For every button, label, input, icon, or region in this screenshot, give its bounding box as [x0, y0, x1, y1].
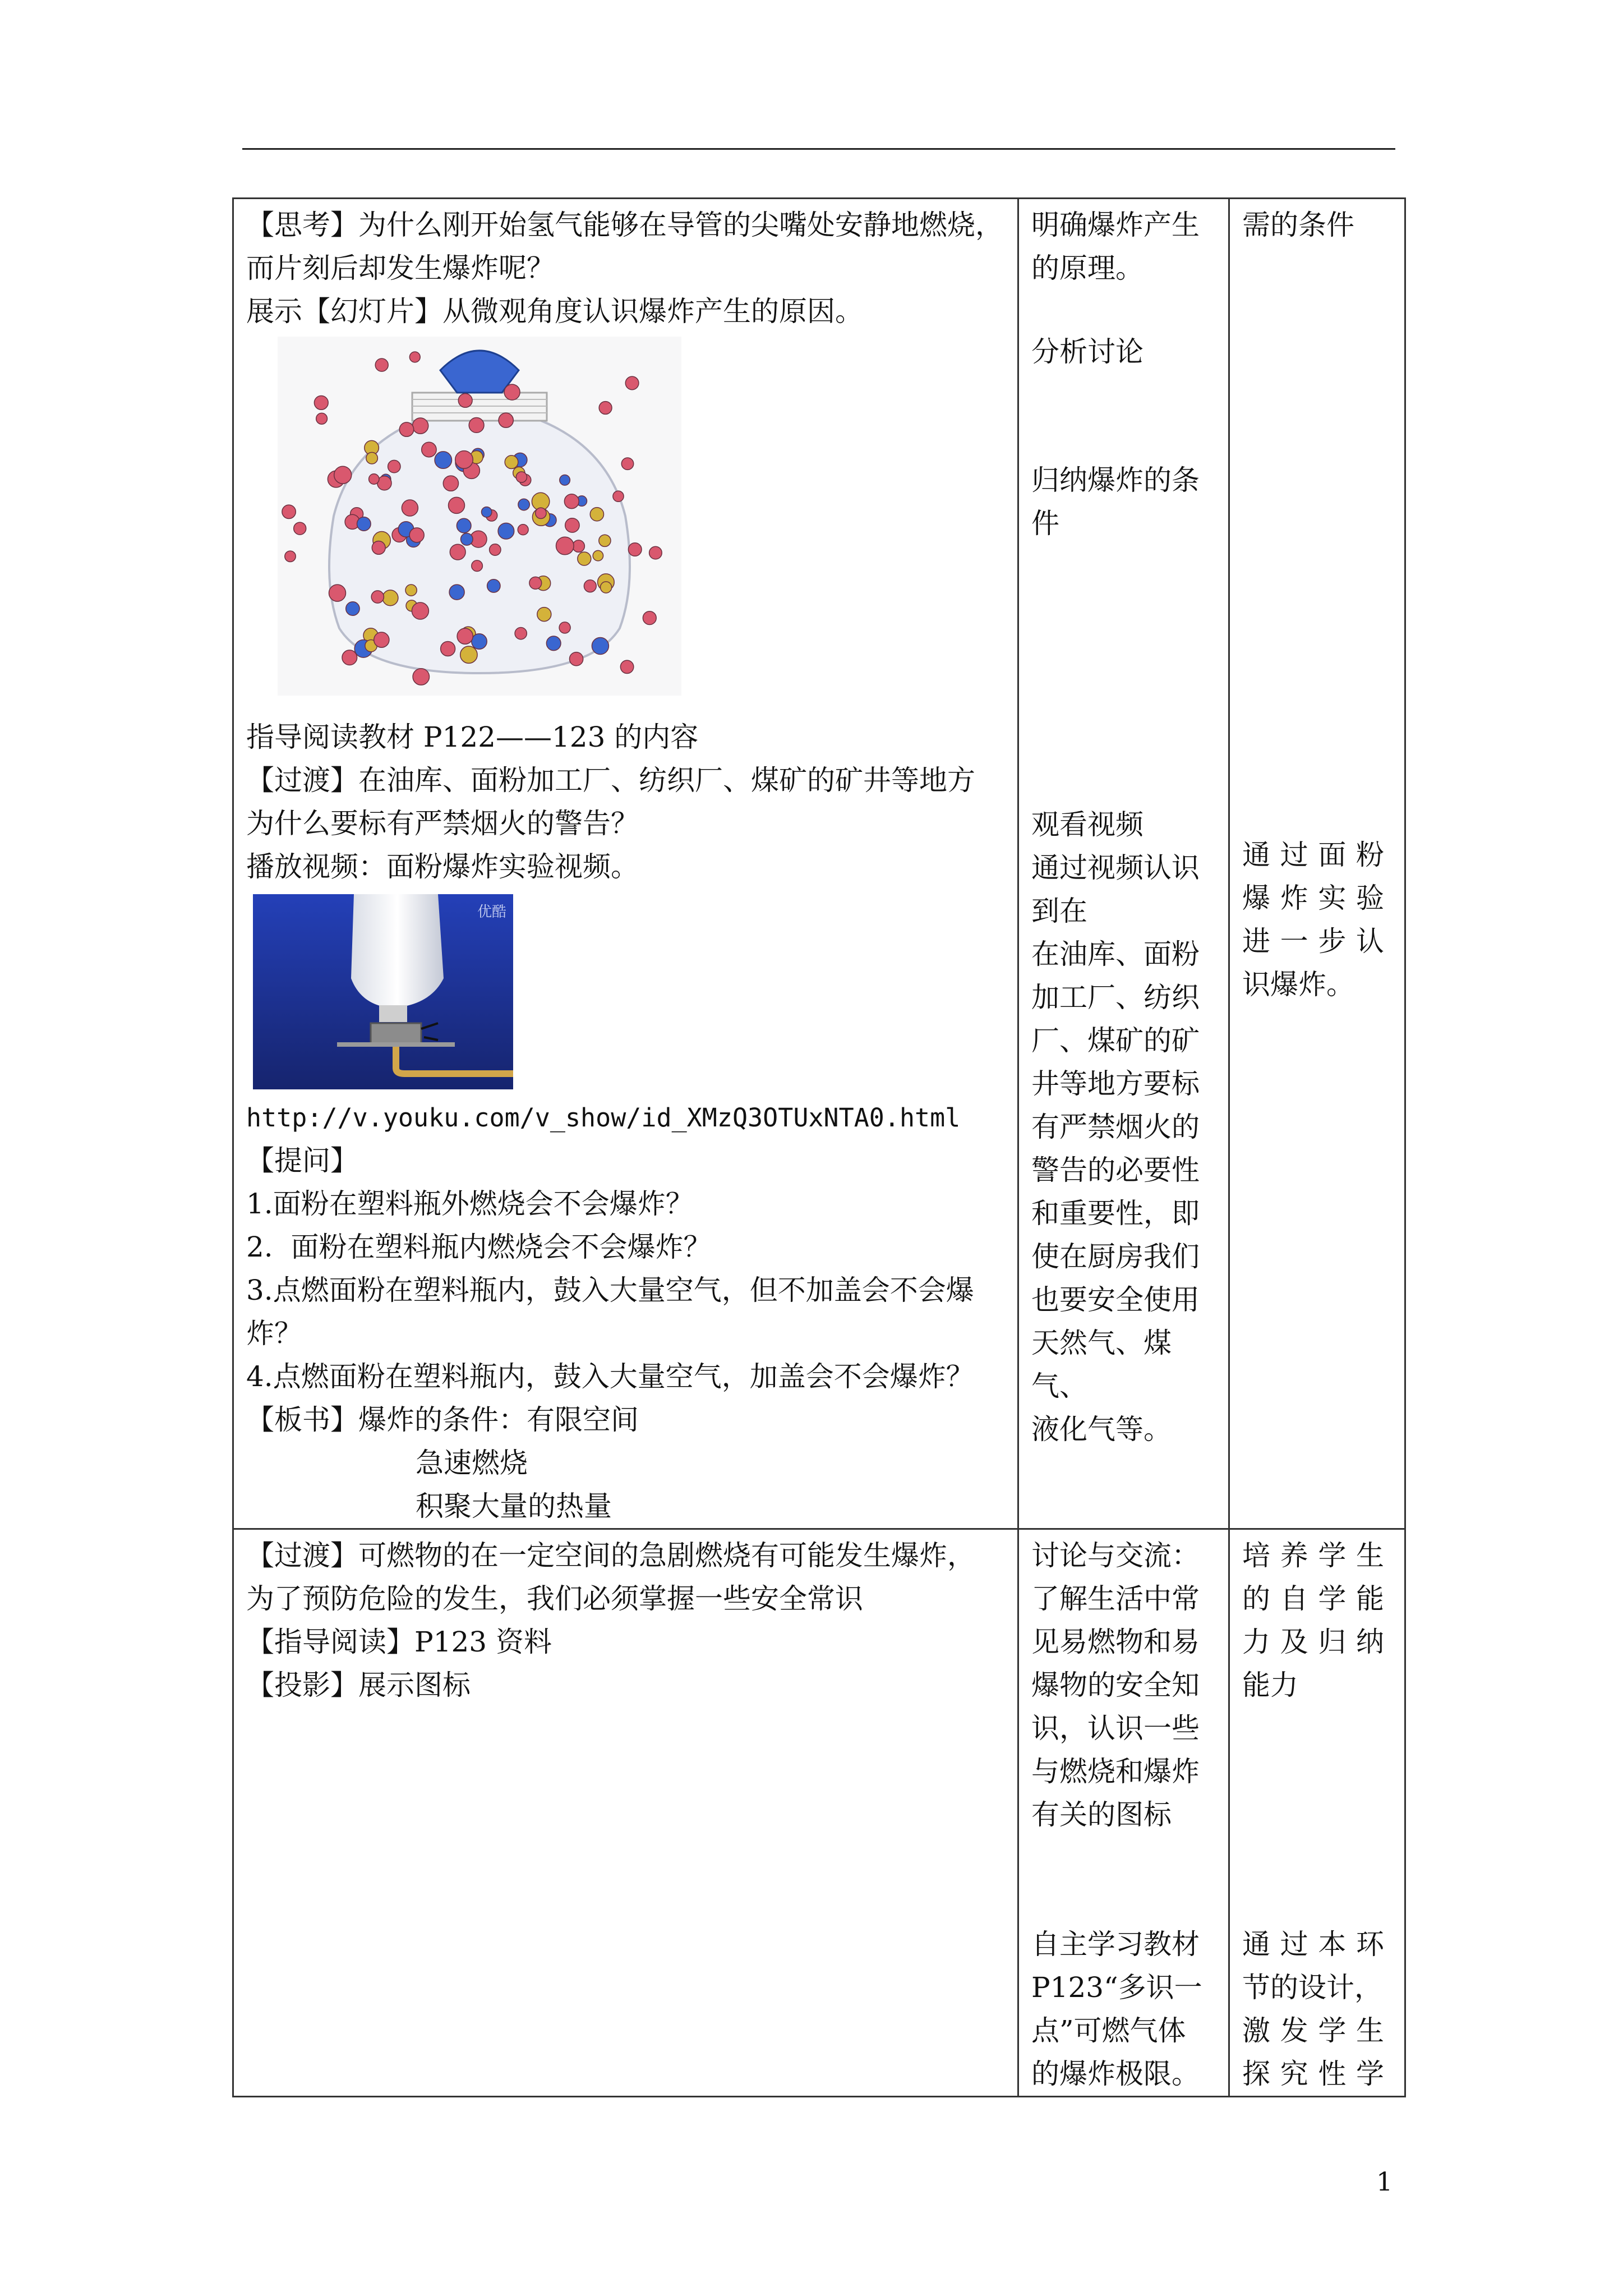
- text-line: 播放视频：面粉爆炸实验视频。: [246, 850, 639, 883]
- text-line: 警告的必要性: [1031, 1154, 1200, 1186]
- text-line: 爆炸实验: [1242, 882, 1392, 914]
- molecule-particle: [372, 541, 385, 555]
- molecule-particle: [369, 474, 379, 484]
- text-line: 和重要性，即: [1031, 1197, 1200, 1230]
- design-intent-cell: [1229, 1529, 1405, 2097]
- text-line: 进一步认: [1242, 925, 1392, 958]
- molecule-particle: [625, 376, 639, 390]
- molecule-particle: [560, 475, 570, 486]
- molecule-particle: [518, 499, 529, 510]
- molecule-particle: [329, 585, 346, 601]
- molecule-particle: [601, 582, 612, 593]
- molecule-particle: [490, 544, 501, 555]
- text-line: 【过渡】在油库、面粉加工厂、纺织厂、煤矿的矿井等地方: [246, 764, 975, 797]
- molecule-particle: [382, 590, 398, 606]
- student-activity-cell: [1018, 199, 1229, 1529]
- molecule-particle: [593, 550, 603, 560]
- text-line: 【提问】: [246, 1144, 358, 1177]
- molecule-particle: [570, 652, 583, 666]
- text-line: 的爆炸极限。: [1031, 2058, 1200, 2090]
- molecule-particle: [613, 491, 624, 501]
- molecule-particle: [584, 580, 596, 592]
- text-line: 识爆炸。: [1242, 968, 1354, 1001]
- design-intent-cell: [1229, 199, 1405, 1529]
- molecule-particle: [449, 497, 465, 513]
- molecule-particle: [342, 650, 357, 665]
- molecule-particle: [371, 591, 384, 603]
- text-line: 有关的图标: [1031, 1798, 1172, 1831]
- text-line: 炸？: [246, 1317, 302, 1350]
- molecule-particle: [620, 660, 633, 673]
- molecule-particle: [515, 628, 527, 639]
- molecule-particle: [388, 460, 400, 472]
- molecule-particle: [556, 537, 574, 555]
- text-line: 与燃烧和爆炸: [1031, 1755, 1200, 1788]
- molecule-particle: [592, 638, 608, 655]
- molecule-particle: [628, 543, 642, 556]
- molecule-particle: [573, 540, 584, 552]
- molecule-particle: [357, 517, 371, 531]
- molecule-particle: [413, 669, 429, 685]
- text-line: P123“多识一: [1031, 1971, 1202, 2004]
- text-line: 讨论与交流：: [1031, 1539, 1200, 1572]
- student-activity-cell: [1018, 1529, 1229, 2097]
- molecule-particle: [564, 494, 579, 509]
- text-line: 了解生活中常: [1031, 1582, 1200, 1615]
- text-line: 通过面粉: [1242, 839, 1392, 871]
- text-line: 【投影】展示图标: [246, 1669, 471, 1701]
- molecule-particle: [498, 523, 514, 539]
- text-line: 而片刻后却发生爆炸呢？: [246, 252, 555, 284]
- text-line: 有严禁烟火的: [1031, 1111, 1200, 1143]
- page-number: 1: [1376, 2166, 1393, 2197]
- text-line: 自主学习教材: [1031, 1928, 1200, 1961]
- text-line: 厂、煤矿的矿: [1031, 1024, 1200, 1057]
- video-watermark: 优酷: [477, 904, 507, 921]
- text-line: 爆物的安全知: [1031, 1669, 1200, 1701]
- molecule-particle: [375, 358, 388, 371]
- molecule-particle: [559, 622, 570, 633]
- text-line: 积聚大量的热量: [246, 1490, 612, 1522]
- header-rule: [242, 148, 1395, 150]
- molecule-particle: [294, 522, 306, 535]
- text-line: 液化气等。: [1031, 1413, 1172, 1446]
- text-line: 识，认识一些: [1031, 1712, 1200, 1745]
- text-line: 件: [1031, 507, 1059, 540]
- molecule-particle: [590, 508, 603, 521]
- molecule-particle: [469, 418, 484, 433]
- explosion-microscopic-illustration: [278, 337, 681, 696]
- table-row: [233, 199, 1405, 1529]
- flour-explosion-video-thumbnail[interactable]: [253, 894, 513, 1089]
- molecule-particle: [443, 476, 458, 491]
- molecule-particle: [409, 528, 424, 542]
- molecule-particle: [450, 544, 465, 560]
- text-line: 展示【幻灯片】从微观角度认识爆炸产生的原因。: [246, 295, 863, 328]
- molecule-particle: [405, 585, 417, 596]
- molecule-particle: [399, 422, 413, 436]
- molecule-particle: [285, 551, 296, 562]
- molecule-particle: [282, 505, 296, 518]
- text-line: 【指导阅读】P123 资料: [246, 1626, 552, 1658]
- table-row: [233, 1529, 1405, 2097]
- molecule-particle: [455, 451, 473, 469]
- text-line: 为了预防危险的发生，我们必须掌握一些安全常识: [246, 1582, 863, 1615]
- text-line: 通过视频认识: [1031, 852, 1200, 884]
- text-line: 归纳爆炸的条: [1031, 464, 1200, 496]
- molecule-particle: [458, 394, 472, 408]
- text-line: 2. 面粉在塑料瓶内燃烧会不会爆炸？: [246, 1231, 712, 1263]
- molecule-particle: [457, 628, 473, 644]
- molecule-particle: [402, 500, 418, 516]
- text-line: 观看视频: [1031, 808, 1144, 841]
- text-line: 急速燃烧: [246, 1447, 528, 1479]
- text-line: 加工厂、纺织: [1031, 981, 1200, 1014]
- text-line: 到在: [1031, 895, 1087, 927]
- molecule-particle: [472, 634, 487, 649]
- text-line: 的自学能: [1242, 1582, 1392, 1615]
- text-line: 在油库、面粉: [1031, 938, 1200, 970]
- molecule-particle: [518, 524, 528, 535]
- molecule-particle: [504, 384, 520, 400]
- molecule-particle: [529, 577, 542, 589]
- molecule-particle: [366, 452, 378, 464]
- text-line: 的原理。: [1031, 252, 1144, 284]
- text-line: 使在厨房我们: [1031, 1240, 1200, 1273]
- molecule-particle: [346, 602, 359, 615]
- molecule-particle: [374, 632, 389, 647]
- text-line: 见易燃物和易: [1031, 1626, 1200, 1658]
- text-line: 也要安全使用: [1031, 1283, 1200, 1316]
- text-line: 井等地方要标: [1031, 1068, 1200, 1100]
- molecule-particle: [487, 579, 500, 592]
- text-line: 通过本环: [1242, 1928, 1392, 1961]
- molecule-particle: [482, 507, 492, 517]
- text-line: 点”可燃气体: [1031, 2014, 1186, 2047]
- text-line: 培养学生: [1242, 1539, 1392, 1572]
- molecule-particle: [314, 396, 328, 410]
- text-line: 分析讨论: [1031, 335, 1144, 368]
- molecule-particle: [649, 546, 662, 559]
- molecule-particle: [457, 518, 471, 533]
- molecule-particle: [413, 418, 428, 434]
- text-line: 3.点燃面粉在塑料瓶内，鼓入大量空气，但不加盖会不会爆: [246, 1274, 974, 1306]
- molecule-particle: [441, 642, 455, 656]
- text-line: 天然气、煤气、: [1031, 1327, 1172, 1402]
- text-line: 节的设计，: [1242, 1971, 1382, 2004]
- teacher-activity-cell: [233, 1529, 1018, 2097]
- molecule-particle: [461, 533, 473, 546]
- molecule-particle: [505, 455, 518, 469]
- molecule-particle: [499, 413, 513, 427]
- molecule-particle: [643, 611, 656, 625]
- text-line: 指导阅读教材 P122——123 的内容: [246, 721, 699, 753]
- molecule-particle: [334, 466, 352, 484]
- molecule-particle: [422, 442, 436, 457]
- text-line: 【思考】为什么刚开始氢气能够在导管的尖嘴处安静地燃烧，: [246, 209, 1003, 241]
- molecule-particle: [516, 472, 527, 482]
- text-line: 【板书】爆炸的条件：有限空间: [246, 1404, 639, 1436]
- lesson-plan-table: [232, 197, 1406, 2097]
- molecule-particle: [316, 413, 328, 424]
- molecule-particle: [409, 352, 420, 362]
- text-line: 力及归纳: [1242, 1626, 1392, 1658]
- molecule-particle: [412, 602, 428, 619]
- text-line: 1.面粉在塑料瓶外燃烧会不会爆炸？: [246, 1188, 694, 1220]
- molecule-particle: [536, 508, 546, 518]
- text-line: 4.点燃面粉在塑料瓶内，鼓入大量空气，加盖会不会爆炸？: [246, 1360, 974, 1393]
- molecule-particle: [537, 608, 551, 622]
- text-line: 为什么要标有严禁烟火的警告？: [246, 807, 639, 840]
- text-line: 【过渡】可燃物的在一定空间的急剧燃烧有可能发生爆炸，: [246, 1539, 975, 1572]
- text-line: 能力: [1242, 1669, 1298, 1701]
- molecule-particle: [578, 552, 591, 565]
- molecule-particle: [621, 458, 633, 470]
- molecule-particle: [472, 560, 483, 572]
- text-line: 探究性学: [1242, 2058, 1392, 2090]
- video-url[interactable]: http://v.youku.com/v_show/id_XMzQ3OTUxNTA0.html: [246, 1103, 961, 1133]
- molecule-particle: [546, 636, 561, 651]
- molecule-particle: [449, 585, 464, 600]
- molecule-particle: [599, 402, 612, 415]
- text-line: 需的条件: [1242, 209, 1354, 241]
- text-line: 明确爆炸产生: [1031, 209, 1200, 241]
- text-line: 激发学生: [1242, 2014, 1392, 2047]
- molecule-particle: [435, 452, 451, 468]
- molecule-particle: [460, 646, 477, 663]
- molecule-particle: [599, 535, 611, 546]
- teacher-activity-cell: [233, 199, 1018, 1529]
- molecule-particle: [565, 518, 579, 532]
